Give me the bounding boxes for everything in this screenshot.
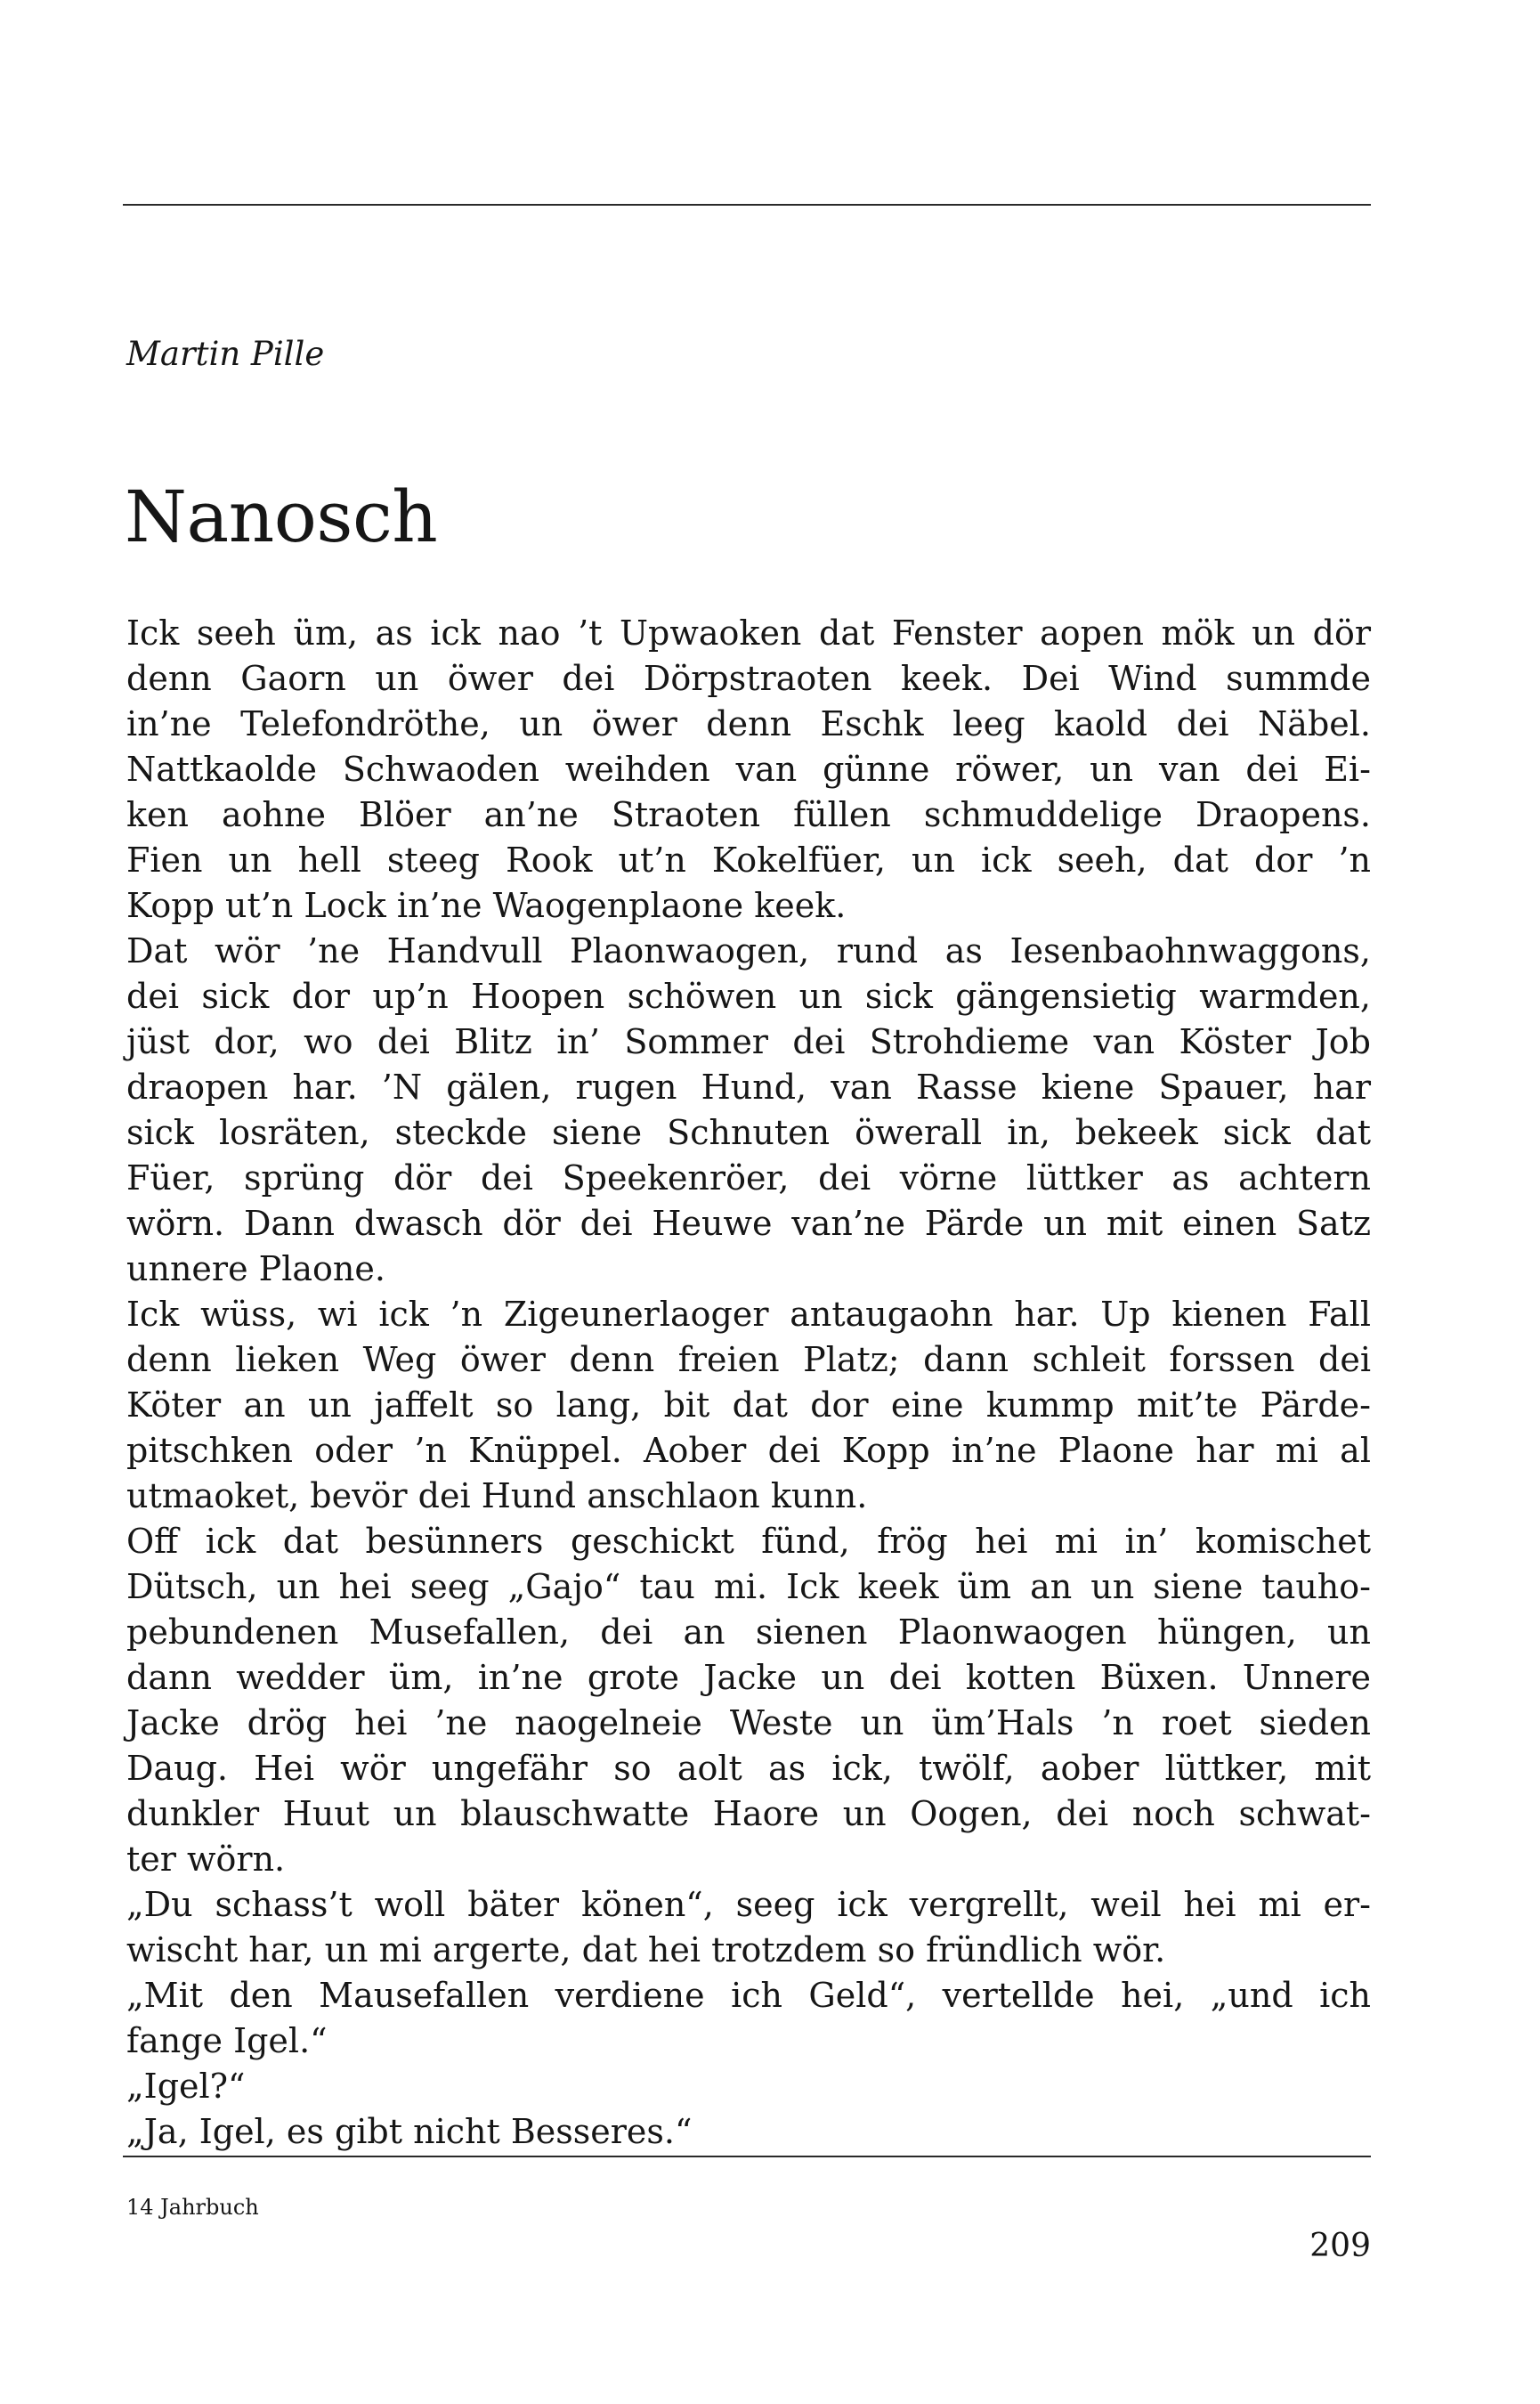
text-line: „Igel?“ [126,2067,246,2106]
paragraph [126,1519,1371,1882]
text-line: Jacke drög hei ’ne naogelneie Weste un üm’Hals ’n roet sieden [126,1703,1371,1742]
text-line: denn Gaorn un öwer dei Dörpstraoten keek. Dei Wind summde [126,659,1371,698]
paragraph [126,2109,1371,2155]
text-line: Ick wüss, wi ick ’n Zigeunerlaoger antaugaohn har. Up kienen Fall [126,1295,1371,1334]
text-line: pitschken oder ’n Knüppel. Aober dei Kopp in’ne Plaone har mi al [126,1431,1371,1470]
text-line: jüst dor, wo dei Blitz in’ Sommer dei Strohdieme van Köster Job [126,1022,1371,1061]
text-line: Daug. Hei wör ungefähr so aolt as ick, twölf, aober lüttker, mit [126,1749,1371,1788]
text-line: „Ja, Igel, es gibt nicht Besseres.“ [126,2112,693,2151]
text-line: Dat wör ’ne Handvull Plaonwaogen, rund as Iesenbaohnwaggons, [126,931,1371,971]
text-line: denn lieken Weg öwer denn freien Platz; dann schleit forssen dei [126,1340,1371,1379]
paragraph [126,1882,1371,1973]
text-line: utmaoket, bevör dei Hund anschlaon kunn. [126,1476,868,1515]
text-line: Köter an un jaffelt so lang, bit dat dor eine kummp mit’te Pärde- [126,1385,1371,1425]
text-line: Off ick dat besünners geschickt fünd, frög hei mi in’ komischet [126,1522,1371,1561]
text-line: „Du schass’t woll bäter könen“, seeg ick vergrellt, weil hei mi er- [126,1885,1371,1924]
text-line: dann wedder üm, in’ne grote Jacke un dei kotten Büxen. Unnere [126,1658,1371,1697]
text-line: sick losräten, steckde siene Schnuten öwerall in, bekeek sick dat [126,1113,1371,1152]
paragraph [126,929,1371,1292]
text-line: dunkler Huut un blauschwatte Haore un Oogen, dei noch schwat- [126,1794,1371,1833]
page-number: 209 [1309,2228,1371,2264]
footer-note: 14 Jahrbuch [126,2195,259,2220]
author-name: Martin Pille [126,335,325,373]
paragraph [126,1292,1371,1519]
text-line: fange Igel.“ [126,2021,328,2060]
text-line: wörn. Dann dwasch dör dei Heuwe van’ne Pärde un mit einen Satz [126,1204,1371,1243]
body-text [126,611,1371,2155]
text-line: in’ne Telefondröthe, un öwer denn Eschk leeg kaold dei Näbel. [126,704,1371,743]
text-line: dei sick dor up’n Hoopen schöwen un sick gängensietig warmden, [126,977,1371,1016]
text-line: wischt har, un mi argerte, dat hei trotzdem so fründlich wör. [126,1930,1166,1969]
text-line: ken aohne Blöer an’ne Straoten füllen schmuddelige Draopens. [126,795,1371,834]
text-line: Dütsch, un hei seeg „Gajo“ tau mi. Ick keek üm an un siene tauho- [126,1567,1371,1606]
text-line: draopen har. ’N gälen, rugen Hund, van Rasse kiene Spauer, har [126,1068,1371,1107]
bottom-rule [123,2156,1371,2157]
text-line: Nattkaolde Schwaoden weihden van günne röwer, un van dei Ei- [126,750,1371,789]
paragraph [126,611,1371,929]
text-line: unnere Plaone. [126,1249,385,1288]
paragraph [126,2064,1371,2109]
text-line: pebundenen Musefallen, dei an sienen Plaonwaogen hüngen, un [126,1612,1371,1652]
text-line: Fien un hell steeg Rook ut’n Kokelfüer, un ick seeh, dat dor ’n [126,841,1371,880]
text-line: Ick seeh üm, as ick nao ’t Upwaoken dat Fenster aopen mök un dör [126,613,1371,653]
top-rule [123,204,1371,206]
text-line: Füer, sprüng dör dei Speekenröer, dei vörne lüttker as achtern [126,1158,1371,1198]
paragraph [126,1973,1371,2064]
text-line: „Mit den Mausefallen verdiene ich Geld“, vertellde hei, „und ich [126,1976,1371,2015]
article-title: Nanosch [125,475,438,558]
text-line: ter wörn. [126,1840,286,1879]
text-line: Kopp ut’n Lock in’ne Waogenplaone keek. [126,886,847,925]
